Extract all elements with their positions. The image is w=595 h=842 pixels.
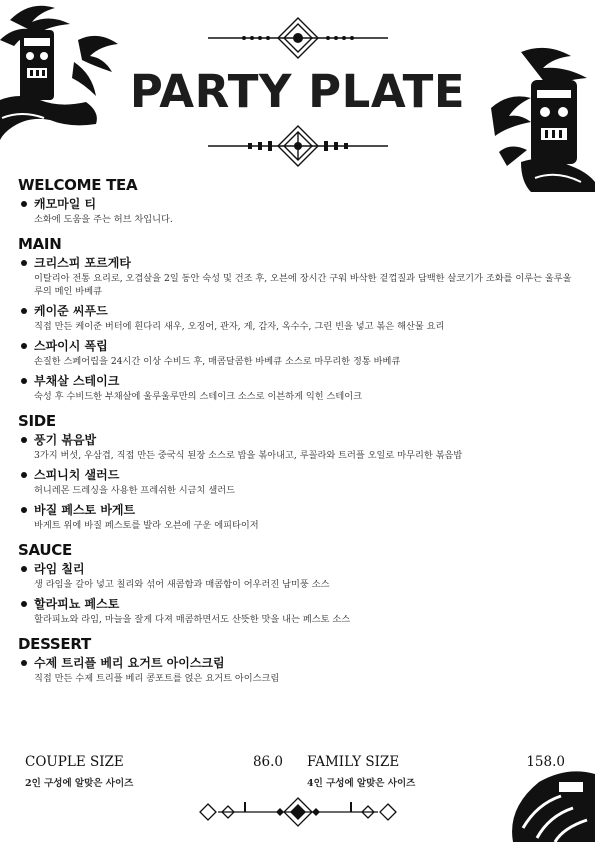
item-description: 소화에 도움을 주는 허브 차입니다. xyxy=(34,214,173,225)
bottom-ornament-icon xyxy=(0,796,595,828)
size-name: COUPLE SIZE xyxy=(25,754,124,770)
section-title: SIDE xyxy=(18,412,56,430)
section-side xyxy=(18,411,578,532)
item-description: 허니레몬 드레싱을 사용한 프레쉬한 시금치 샐러드 xyxy=(34,485,235,496)
bullet-icon xyxy=(21,601,27,607)
menu-item xyxy=(18,302,578,333)
item-name: 수제 트리플 베리 요거트 아이스크림 xyxy=(34,656,225,670)
item-description: 직접 만든 케이준 버터에 흰다리 새우, 오징어, 관자, 게, 감자, 옥수수, 그린 빈을 넣고 볶은 해산물 요리 xyxy=(34,321,445,332)
bullet-icon xyxy=(21,472,27,478)
size-note: 4인 구성에 알맞은 사이즈 xyxy=(307,778,416,789)
bullet-icon xyxy=(21,308,27,314)
item-name: 크리스피 포르게타 xyxy=(34,256,131,270)
bullet-icon xyxy=(21,260,27,266)
section-title: MAIN xyxy=(18,235,62,253)
item-description: 3가지 버섯, 우삼겹, 직접 만든 중국식 된장 소스로 밥을 볶아내고, 루꼴라와 트러플 오일로 마무리한 볶음밥 xyxy=(34,450,463,461)
item-name: 라임 칠리 xyxy=(34,562,85,576)
size-name: FAMILY SIZE xyxy=(307,754,400,770)
section-main xyxy=(18,234,578,403)
section-sauce xyxy=(18,540,578,626)
item-name: 바질 페스토 바게트 xyxy=(34,503,136,517)
bullet-icon xyxy=(21,378,27,384)
item-description: 숙성 후 수비드한 부채살에 울루울루만의 스테이크 소스로 이븐하게 익힌 스테이크 xyxy=(34,391,363,402)
section-title: WELCOME TEA xyxy=(18,176,138,194)
bullet-icon xyxy=(21,437,27,443)
item-description: 이탈리아 전통 요리로, 오겹살을 2일 동안 숙성 및 건조 후, 오븐에 장시간 구워 바삭한 겉껍질과 담백한 살코기가 조화를 이루는 울루울루의 메인 바베큐 xyxy=(34,273,572,297)
item-name: 부채살 스테이크 xyxy=(34,374,120,388)
section-title: DESSERT xyxy=(18,635,91,653)
item-name: 풍기 볶음밥 xyxy=(34,433,97,447)
item-description: 생 라임을 갈아 넣고 칠리와 섞어 새콤함과 매콤함이 어우러진 남미풍 소스 xyxy=(34,579,330,590)
size-family xyxy=(307,754,565,789)
size-price: 158.0 xyxy=(526,754,565,770)
divider-ornament-icon xyxy=(0,124,595,168)
menu-item xyxy=(18,372,578,403)
bullet-icon xyxy=(21,343,27,349)
item-description: 바게트 위에 바질 페스토를 발라 오븐에 구운 에피타이저 xyxy=(34,520,259,531)
bullet-icon xyxy=(21,660,27,666)
item-name: 케이준 씨푸드 xyxy=(34,304,108,318)
bullet-icon xyxy=(21,201,27,207)
menu-item xyxy=(18,254,578,298)
menu-item xyxy=(18,501,578,532)
menu-item xyxy=(18,337,578,368)
size-price: 86.0 xyxy=(252,754,283,770)
size-couple xyxy=(25,754,283,789)
item-description: 손질한 스페어립을 24시간 이상 수비드 후, 매콤달콤한 바베큐 소스로 마무리한 정통 바베큐 xyxy=(34,356,401,367)
menu-item xyxy=(18,431,578,462)
top-ornament-icon xyxy=(0,16,595,60)
size-note: 2인 구성에 알맞은 사이즈 xyxy=(25,778,134,789)
section-title: SAUCE xyxy=(18,541,72,559)
item-description: 직접 만든 수제 트리플 베리 콩포트를 얹은 요거트 아이스크림 xyxy=(34,673,280,684)
bullet-icon xyxy=(21,507,27,513)
menu-item xyxy=(18,466,578,497)
item-name: 캐모마일 티 xyxy=(34,197,97,211)
menu-item xyxy=(18,195,578,226)
section-welcome-tea xyxy=(18,175,578,226)
page-title: PARTY PLATE xyxy=(129,65,466,118)
item-name: 스피니치 샐러드 xyxy=(34,468,120,482)
menu-item xyxy=(18,560,578,591)
item-description: 할라피뇨와 라임, 마늘을 잘게 다져 매콤하면서도 산뜻한 맛을 내는 페스토 소스 xyxy=(34,614,351,625)
menu-item xyxy=(18,654,578,685)
item-name: 할라피뇨 페스토 xyxy=(34,597,120,611)
bullet-icon xyxy=(21,566,27,572)
item-name: 스파이시 폭립 xyxy=(34,339,108,353)
menu-sections xyxy=(18,175,578,689)
menu-item xyxy=(18,595,578,626)
section-dessert xyxy=(18,634,578,685)
